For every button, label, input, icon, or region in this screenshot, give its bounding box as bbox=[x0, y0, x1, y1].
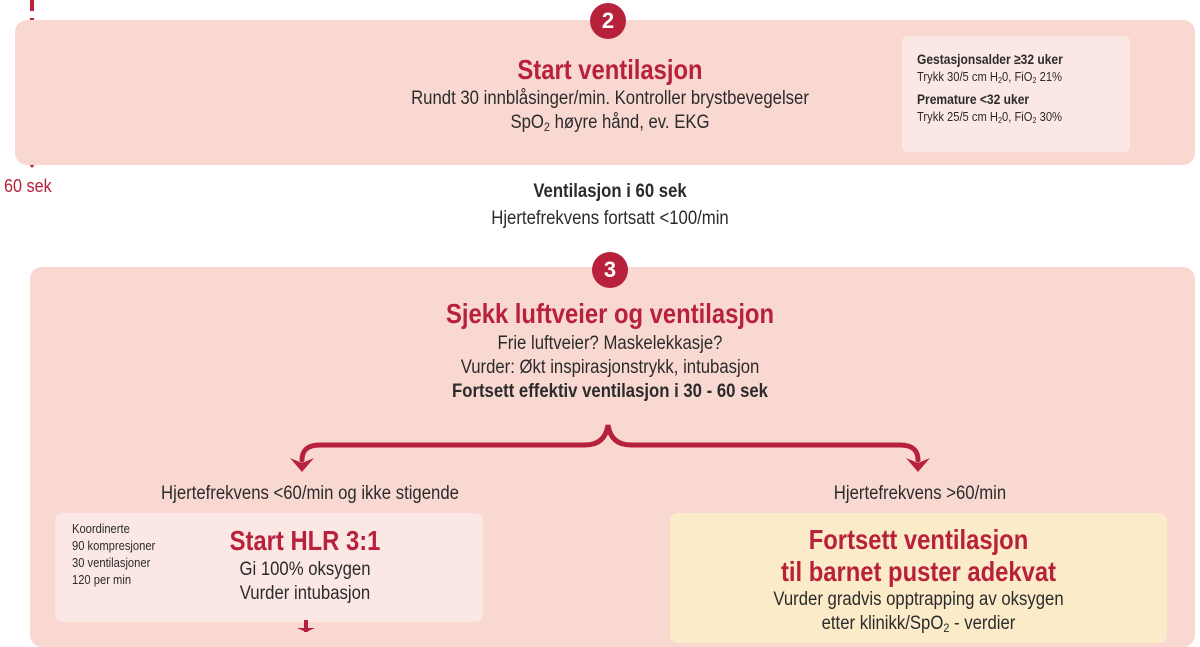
branch-arrows-icon bbox=[280, 420, 950, 480]
transition-text: Hjertefrekvens fortsatt <100/min bbox=[491, 208, 729, 229]
gestation-info-content bbox=[917, 50, 1137, 125]
gestation-text-32plus: Trykk 30/5 cm $H_20$, FiO$_2$ 21% bbox=[917, 69, 1063, 86]
hlr-side-notes: Koordinerte 90 kompresjoner 30 ventilasjoner 120 per min bbox=[72, 521, 156, 587]
step-3-line3: Fortsett effektiv ventilasjon i 30 - 60 sek bbox=[452, 381, 768, 402]
hlr-line1: Gi 100% oksygen bbox=[239, 559, 371, 580]
continue-ventilation-content bbox=[670, 524, 1167, 636]
timer-label: 60 sek bbox=[4, 176, 52, 196]
step-3-line2: Vurder: Økt inspirasjonstrykk, intubasjon bbox=[460, 357, 760, 378]
step-2-title: Start ventilasjon bbox=[517, 54, 703, 85]
continue-title-line2: til barnet puster adekvat bbox=[780, 556, 1057, 587]
hlr-line2: Vurder intubasjon bbox=[239, 583, 371, 604]
continue-title-line1: Fortsett ventilasjon bbox=[808, 524, 1029, 555]
step-2-line2: SpO$_2$ høyre hånd, ev. EKG bbox=[510, 112, 710, 135]
gestation-heading-premature: Premature <32 uker bbox=[917, 91, 1030, 107]
step-3-badge: 3 bbox=[592, 252, 628, 288]
step-2-line1: Rundt 30 innblåsinger/min. Kontroller brystbevegelser bbox=[411, 88, 809, 109]
step-3-line1: Frie luftveier? Maskelekkasje? bbox=[497, 333, 723, 354]
branch-left-condition: Hjertefrekvens <60/min og ikke stigende bbox=[161, 483, 459, 504]
gestation-text-premature: Trykk 25/5 cm $H_20$, FiO$_2$ 30% bbox=[917, 109, 1063, 126]
arrow-down-icon bbox=[296, 620, 316, 632]
continue-line1: Vurder gradvis opptrapping av oksygen bbox=[773, 589, 1064, 610]
step-2-content bbox=[260, 53, 960, 135]
hlr-content bbox=[180, 524, 430, 606]
step-3-content bbox=[260, 296, 960, 404]
hlr-title: Start HLR 3:1 bbox=[229, 525, 381, 556]
transition-block bbox=[360, 180, 860, 231]
continue-line2: etter klinikk/SpO$_2$ - verdier bbox=[821, 613, 1016, 636]
transition-bold: Ventilasjon i 60 sek bbox=[533, 181, 687, 202]
gestation-heading-32plus: Gestasjonsalder ≥32 uker bbox=[917, 51, 1063, 67]
step-3-title: Sjekk luftveier og ventilasjon bbox=[445, 298, 775, 329]
branch-right-condition: Hjertefrekvens >60/min bbox=[833, 483, 1007, 504]
step-2-badge: 2 bbox=[590, 3, 626, 39]
